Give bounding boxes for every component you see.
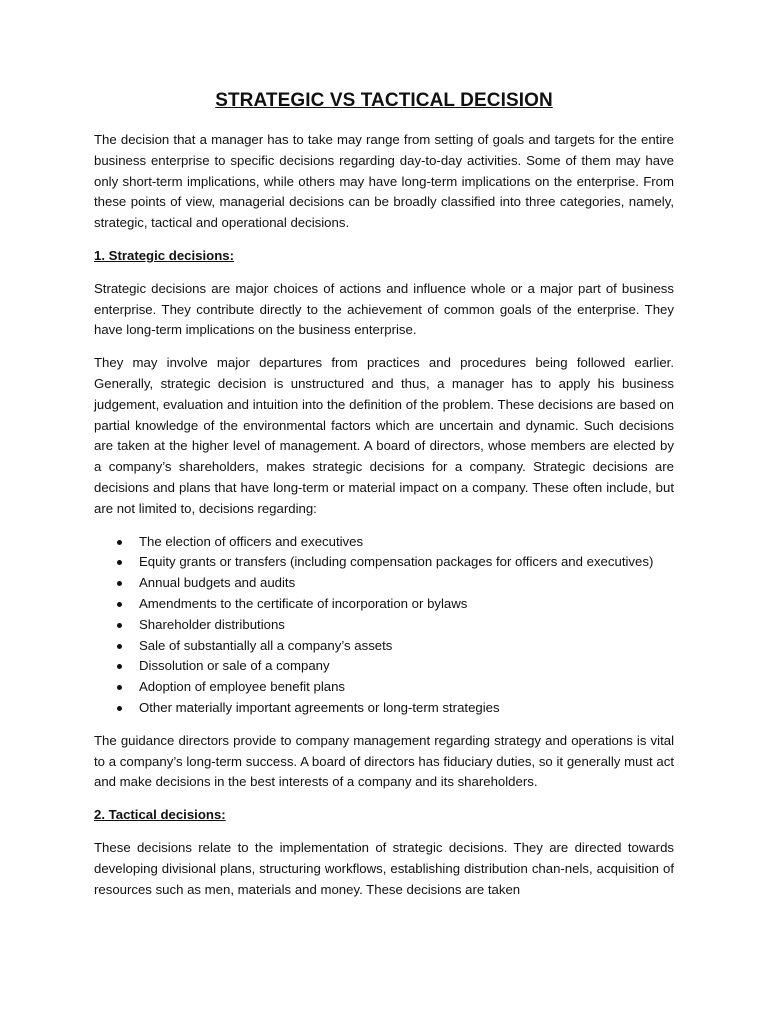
bullet-icon (117, 644, 122, 649)
strategic-decisions-list (94, 532, 674, 719)
list-item-text: The election of officers and executives (139, 533, 364, 549)
list-item-text: Shareholder distributions (139, 616, 285, 632)
bullet-icon (117, 602, 122, 607)
bullet-icon (117, 560, 122, 565)
list-item-text: Sale of substantially all a company’s assets (139, 637, 393, 653)
strategic-paragraph-1: Strategic decisions are major choices of actions and influence whole or a major part of business enterprise. They contribute directly to the achievement of common goals of the enterprise. They have long-term implications on the business enterprise. (94, 280, 674, 338)
list-item (94, 636, 674, 657)
list-item (94, 677, 674, 698)
list-item-text: Adoption of employee benefit plans (139, 679, 346, 695)
list-item (94, 573, 674, 594)
bullet-icon (117, 623, 122, 628)
document-content (94, 90, 674, 912)
strategic-paragraph-2: They may involve major departures from practices and procedures being followed earlier. Generally, strategic decision is unstructured and thus, a manager has to apply his business judgement, evaluation and intuition into the definition of the problem. These decisions are based on partial knowledge of the environmental factors which are uncertain and dynamic. Such decisions are taken at the higher level of management. A board of directors, whose members are elected by a company’s shareholders, makes strategic decisions for a company. Strategic decisions are decisions and plans that have long-term or material impact on a company. These often include, but are not limited to, decisions regarding: (94, 355, 674, 516)
intro-paragraph: The decision that a manager has to take may range from setting of goals and targets for the entire business enterprise to specific decisions regarding day-to-day activities. Some of them may have only short-term implications, while others may have long-term implications on the enterprise. From these points of view, managerial decisions can be broadly classified into three categories, namely, strategic, tactical and operational decisions. (94, 132, 674, 231)
list-item (94, 656, 674, 677)
section-heading-strategic: 1. Strategic decisions: (94, 247, 234, 263)
tactical-paragraph-1: These decisions relate to the implementation of strategic decisions. They are directed towards developing divisional plans, structuring workflows, establishing distribution chan-nels, acquisition of resources such as men, materials and money. These decisions are taken (94, 839, 674, 897)
bullet-icon (117, 706, 122, 711)
list-item (94, 552, 674, 573)
bullet-icon (117, 664, 122, 669)
list-item (94, 594, 674, 615)
section-heading-tactical: 2. Tactical decisions: (94, 807, 226, 823)
bullet-icon (117, 581, 122, 586)
document-title: STRATEGIC VS TACTICAL DECISION (215, 90, 553, 111)
bullet-icon (117, 540, 122, 545)
list-item-text: Annual budgets and audits (139, 575, 296, 591)
strategic-paragraph-3: The guidance directors provide to company management regarding strategy and operations is vital to a company’s long-term success. A board of directors has fiduciary duties, so it generally must act and make decisions in the best interests of a company and its shareholders. (94, 732, 674, 790)
bullet-icon (117, 685, 122, 690)
list-item (94, 532, 674, 553)
list-item-text: Other materially important agreements or long-term strategies (139, 699, 500, 715)
list-item (94, 615, 674, 636)
list-item (94, 698, 674, 719)
list-item-text: Amendments to the certificate of incorporation or bylaws (139, 595, 468, 611)
list-item-text: Dissolution or sale of a company (139, 658, 330, 674)
list-item-text: Equity grants or transfers (including compensation packages for officers and executives) (139, 554, 654, 570)
